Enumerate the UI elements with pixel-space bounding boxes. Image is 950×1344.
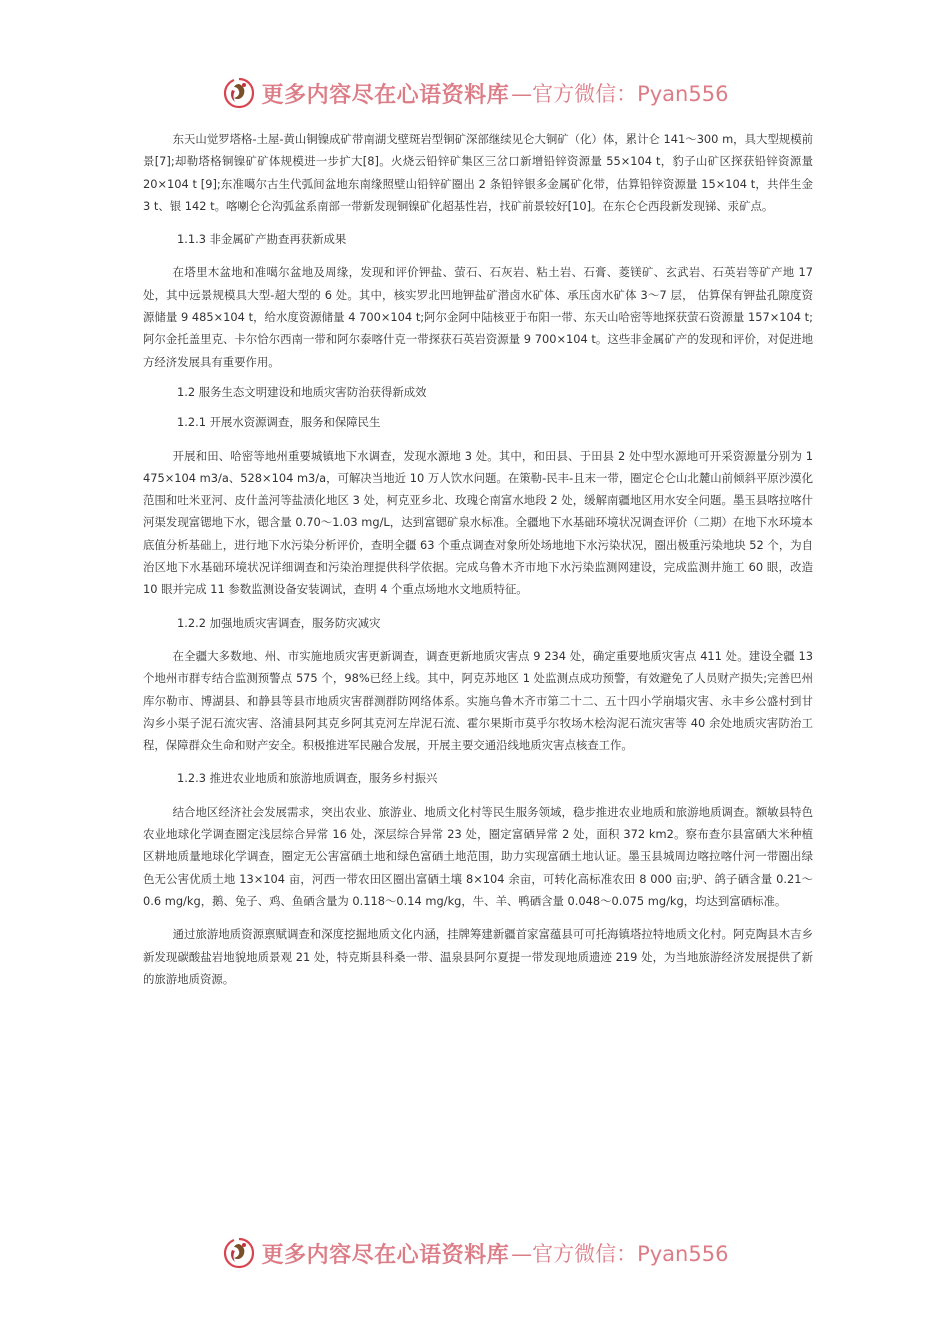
brand-logo-icon <box>222 1236 256 1270</box>
banner-wechat-text: —官方微信：Pyan556 <box>511 82 729 106</box>
section-heading-1-2-2: 1.2.2 加强地质灾害调查，服务防灾减灾 <box>177 615 381 630</box>
banner-brand-text: 更多内容尽在心语资料库 <box>261 81 510 108</box>
section-heading-1-2-3: 1.2.3 推进农业地质和旅游地质调查，服务乡村振兴 <box>177 771 438 786</box>
header-banner <box>0 73 950 113</box>
paragraph-geohazards: 在全疆大多数地、州、市实施地质灾害更新调查，调查更新地质灾害点 9 234 处，确定重要地质灾害点 411 处。建设全疆 13 个地州市群专结合监测预警点 575 个，98%已经上线。其中，阿克苏地区 1 处监测点成功预警，有效避免了人员财产损失;完善巴州库尔勒市、博湖县、和静县等县市地质灾害群测群防网络体系。实施乌鲁木齐市第二十二、五十四小学崩塌灾害、永丰乡公盛村到甘沟乡小渠子泥石流灾害、洛浦县阿其克乡阿其克河左岸泥石流、霍尔果斯市莫乎尔牧场木桧沟泥石流灾害等 40 余处地质灾害防治工程，保障群众生命和财产安全。积极推进军民融合发展，开展主要交通沿线地质灾害点核查工作。 <box>143 648 813 753</box>
document-body <box>143 128 813 990</box>
paragraph-nonmetal-minerals: 在塔里木盆地和准噶尔盆地及周缘，发现和评价钾盐、萤石、石灰岩、粘土岩、石膏、菱镁矿、玄武岩、石英岩等矿产地 17 处，其中远景规模具大型-超大型的 6 处。其中，核实罗北凹地钾盐矿潜卤水矿体、承压卤水矿体 3～7 层， 估算保有钾盐孔隙度资源储量 9 485×104 t，给水度资源储量 4 700×104 t;阿尔金阿中陆核亚于布阳一带、东天山哈密等地探获萤石资源量 157×104 t;阿尔金托盖里克、卡尔恰尔西南一带和阿尔泰喀什克一带探获石英岩资源量 9 700×104 t。这些非金属矿产的发现和评价，对促进地方经济发展具有重要作用。 <box>143 265 813 369</box>
section-heading-1-2: 1.2 服务生态文明建设和地质灾害防治获得新成效 <box>177 384 427 399</box>
paragraph-copper-lead: 东天山觉罗塔格-土屋-黄山铜镍成矿带南湖戈壁斑岩型铜矿深部继续见仑大铜矿（化）体，累计仑 141～300 m，具大型规模前景[7];却勒塔格铜镍矿矿体规模进一步扩大[8]。火烧云铅锌矿集区三岔口新增铅锌资源量 55×104 t，豹子山矿区探获铅锌资源量 20×104 t [9];东准噶尔古生代弧间盆地东南缘照壁山铅锌矿圈出 2 条铅锌银多金属矿化带，估算铅锌资源量 15×104 t，共伴生金 3 t、银 142 t。喀喇仑仑沟弧盆系南部一带新发现铜镍矿化超基性岩，找矿前景较好[10]。在东仑仑西段新发现锑、汞矿点。 <box>143 132 813 213</box>
paragraph-tourism-geology: 通过旅游地质资源禀赋调查和深度挖掘地质文化内涵，挂牌筹建新疆首家富蕴县可可托海镇塔拉特地质文化村。阿克陶县木吉乡新发现碳酸盐岩地貌地质景观 21 处，特克斯县科桑一带、温泉县阿尔夏提一带发现地质遗迹 219 处，为当地旅游经济发展提供了新的旅游地质资源。 <box>143 927 813 986</box>
footer-banner <box>0 1233 950 1273</box>
banner-wechat-text: —官方微信：Pyan556 <box>511 1242 729 1266</box>
section-heading-1-1-3: 1.1.3 非金属矿产勘查再获新成果 <box>177 232 347 247</box>
section-heading-1-2-1: 1.2.1 开展水资源调查，服务和保障民生 <box>177 415 381 430</box>
brand-logo-icon <box>222 76 256 110</box>
banner-brand-text: 更多内容尽在心语资料库 <box>261 1241 510 1268</box>
paragraph-water-resources: 开展和田、哈密等地州重要城镇地下水调查，发现水源地 3 处。其中，和田县、于田县 2 处中型水源地可开采资源量分别为 1 475×104 m3/a、528×104 m3/a，可解决当地近 10 万人饮水问题。在策勒-民丰-且末一带，圈定仑仑山北麓山前倾斜平原沙漠化范围和吐米亚河、皮什盖河等盐渍化地区 3 处，柯克亚乡北、玫瑰仑南富水地段 2 处，缓解南疆地区用水安全问题。墨玉县喀拉喀什河渠发现富锶地下水，锶含量 0.70～1.03 mg/L，达到富锶矿泉水标准。全疆地下水基础环境状况调查评价（二期）在地下水环境本底值分析基础上，进行地下水污染分析评价，查明全疆 63 个重点调查对象所处场地地下水污染状况，圈出极重污染地块 52 个，为自治区地下水基础环境状况详细调查和污染治理提供科学依据。完成乌鲁木齐市地下水污染监测网建设，完成监测井施工 60 眼，改造 10 眼并完成 11 参数监测设备安装调试，查明 4 个重点场地水文地质特征。 <box>143 448 813 597</box>
paragraph-agricultural-geology: 结合地区经济社会发展需求，突出农业、旅游业、地质文化村等民生服务领域，稳步推进农业地质和旅游地质调查。额敏县特色农业地球化学调查圈定浅层综合异常 16 处，深层综合异常 23 处，圈定富硒异常 2 处，面积 372 km2。察布查尔县富硒大米种植区耕地质量地球化学调查，圈定无公害富硒土地和绿色富硒土地范围，助力实现富硒土地认证。墨玉县城周边喀拉喀什河一带圈出绿色无公害优质土地 13×104 亩，河西一带农田区圈出富硒土壤 8×104 余亩，可转化高标准农田 8 000 亩;驴、鸽子硒含量 0.21～0.6 mg/kg，鹅、兔子、鸡、鱼硒含量为 0.118～0.14 mg/kg，牛、羊、鸭硒含量 0.048～0.075 mg/kg，均达到富硒标准。 <box>143 804 813 908</box>
